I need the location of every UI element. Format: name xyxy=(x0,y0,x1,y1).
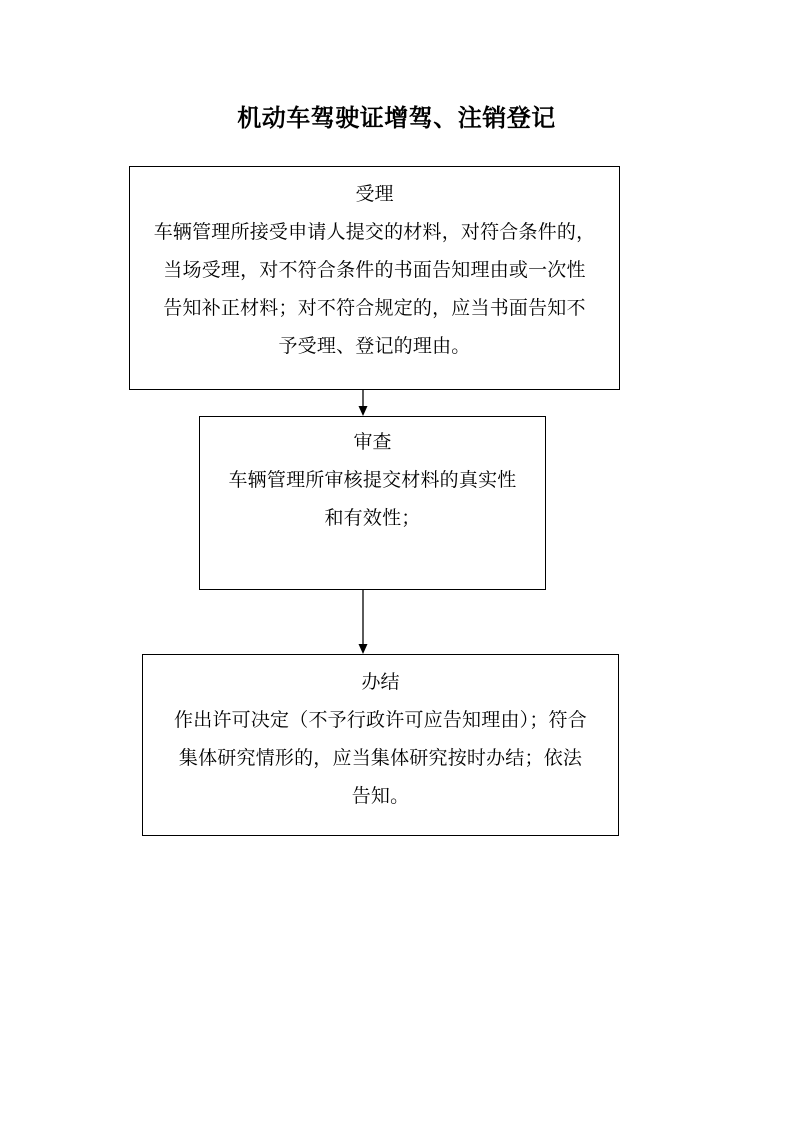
step-description-line: 予受理、登记的理由。 xyxy=(278,335,471,357)
step-box-accept xyxy=(129,166,620,390)
step-description-line: 和有效性； xyxy=(324,507,421,529)
step-box-review xyxy=(199,416,546,590)
step-title-conclude: 办结 xyxy=(361,671,400,693)
step-title-accept: 受理 xyxy=(355,183,394,205)
step-description-line: 告知补正材料；对不符合规定的，应当书面告知不 xyxy=(163,297,586,319)
arrow-accept-to-review xyxy=(359,390,368,416)
step-description-line: 车辆管理所审核提交材料的真实性 xyxy=(228,469,517,491)
page-title: 机动车驾驶证增驾、注销登记 xyxy=(237,104,556,132)
step-description-line: 集体研究情形的，应当集体研究按时办结；依法 xyxy=(178,747,583,769)
step-description-line: 当场受理，对不符合条件的书面告知理由或一次性 xyxy=(163,259,586,281)
step-box-conclude xyxy=(142,654,619,836)
step-description-line: 车辆管理所接受申请人提交的材料，对符合条件的， xyxy=(153,221,596,243)
step-title-review: 审查 xyxy=(353,431,392,453)
step-description-line: 作出许可决定（不予行政许可应告知理由）；符合 xyxy=(174,709,587,731)
step-description-line: 告知。 xyxy=(351,785,410,807)
arrow-review-to-conclude xyxy=(359,590,368,654)
